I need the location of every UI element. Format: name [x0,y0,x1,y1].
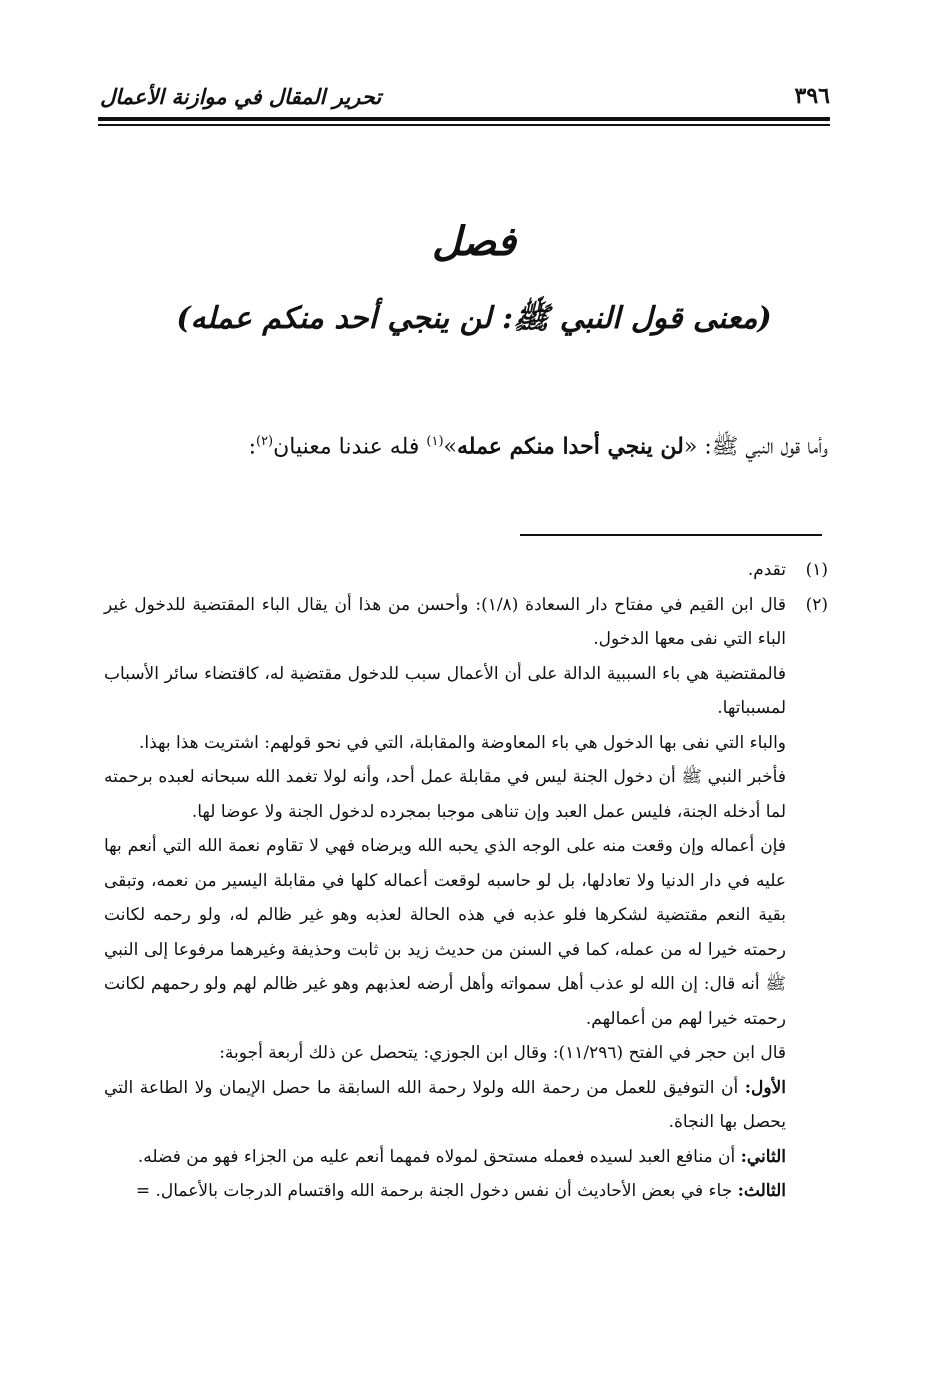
footnote-2-body [104,588,786,657]
footnote-2-paragraph: الأول: أن التوفيق للعمل من رحمة الله ولولا رحمة الله السابقة ما حصل الإيمان ولا الطاعة التي يحصل بها النجاة. [104,1077,786,1132]
footnote-2-paragraph: الثالث: جاء في بعض الأحاديث أن نفس دخول الجنة برحمة الله واقتسام الدرجات بالأعمال. = [135,1181,786,1201]
footnote-separator [520,534,822,536]
footnote-2-paragraph: فالمقتضية هي باء السببية الدالة على أن الأعمال سبب للدخول مقتضية له، كاقتضاء سائر الأسباب لمسبباتها. [104,663,786,718]
header-rule-thin [98,124,830,126]
footnote-2-paragraph: فأخبر النبي ﷺ أن دخول الجنة ليس في مقابلة عمل أحد، وأنه لولا تغمد الله سبحانه لعبده برحمته لما أدخله الجنة، فليس عمل العبد وإن تناهى موجبا بمجرده لدخول الجنة ولا عوضا لها. [104,767,786,822]
footnote-2-paragraph: الثاني: أن منافع العبد لسيده فعمله مستحق لمولاه فمهما أنعم عليه من الجزاء فهو من فضله. [137,1146,786,1167]
footnote-2-number: (٢) [805,594,828,615]
body-intro: وأما قول النبي ﷺ: « [683,434,828,460]
body-continuation: فله عندنا معنيان [273,434,427,460]
body-end: : [248,434,256,460]
page-number: ٣٩٦ [794,83,830,109]
footnote-ref-1: (١) [426,434,444,449]
answer-label: الأول: [744,1077,786,1098]
section-subtitle: (معنى قول النبي ﷺ: لن ينجي أحد منكم عمله) [176,301,772,336]
footnote-1-text: تقدم. [747,560,786,580]
hadith-quote: لن ينجي أحدا منكم عمله [456,433,684,460]
running-header [100,78,830,114]
body-paragraph [100,415,828,474]
book-title: تحرير المقال في موازنة الأعمال [100,83,382,109]
footnote-1-number: (١) [805,560,828,580]
footnote-2 [104,588,828,657]
answer-label: الثاني: [740,1146,786,1167]
footnote-2-paragraph: فإن أعماله وإن وقعت منه على الوجه الذي يحبه الله ويرضاه فهي لا تقاوم نعمة الله التي أنعم بها عليه في دار الدنيا ولا تعادلها، بل لو حاسبه لوقعت أعماله كلها في مقابلة اليسير من نعمه، وتبقى بقية النعم مقتضية لشكرها فلو عذبه في هذه الحالة لعذبه وهو غير ظالم له، ولو رحمه لكانت رحمته خيرا له من عمله، كما في السنن من حديث زيد بن ثابت وحذيفة وغيرهما مرفوعا إلى النبي ﷺ أنه قال: إن الله لو عذب أهل سمواته وأهل أرضه لعذبهم وهو غير ظالم لهم ولو رحمهم لكانت رحمته خيرا لهم من أعمالهم. [104,836,786,1029]
footnotes-block [104,553,828,1209]
footnote-1 [104,553,828,588]
header-rule-thick [98,117,830,121]
footnote-ref-2: (٢) [255,434,274,449]
answer-label: الثالث: [737,1181,786,1201]
quote-close: » [443,434,457,460]
footnote-2-paragraph: قال ابن حجر في الفتح (١١/٢٩٦): وقال ابن الجوزي: يتحصل عن ذلك أربعة أجوبة: [219,1043,786,1063]
footnote-2-paragraph: قال ابن القيم في مفتاح دار السعادة (١/٨): وأحسن من هذا أن يقال الباء المقتضية للدخول غير الباء التي نفى معها الدخول. [104,594,786,649]
section-heading: فصل [431,218,517,265]
footnote-2-paragraph: والباء التي نفى بها الدخول هي باء المعاوضة والمقابلة، التي في نحو قولهم: اشتريت هذا بهذا. [138,732,786,753]
